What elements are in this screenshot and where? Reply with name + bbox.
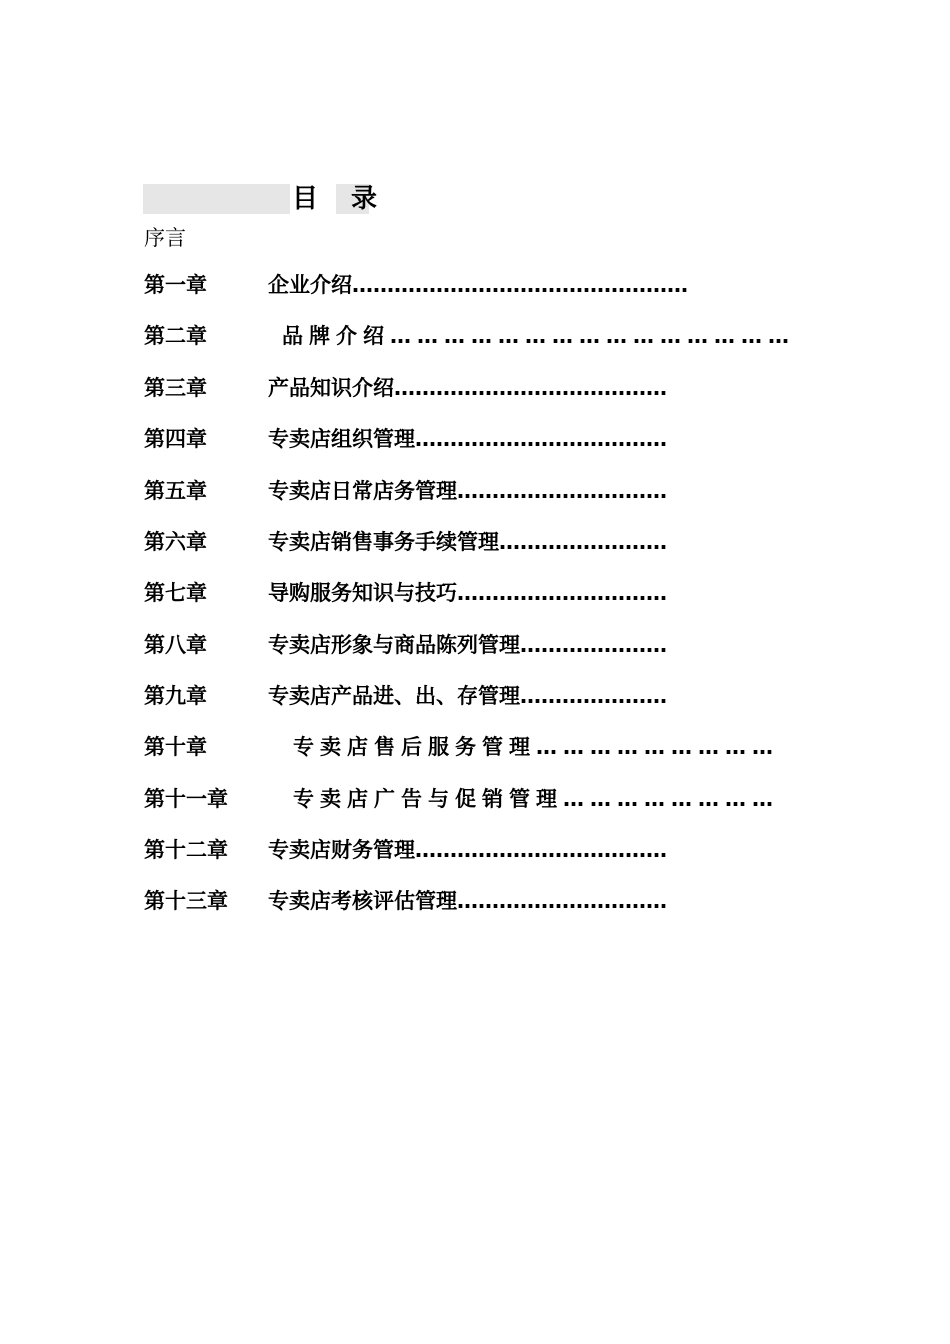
toc-chapter-entry: 专卖店组织管理……………………………… [268,427,667,451]
toc-chapter-number: 第四章 [144,427,207,451]
toc-row [144,784,824,814]
toc-chapter-entry: 专卖店售后服务管理……………………… [293,735,779,759]
toc-chapter-number: 第三章 [144,376,207,400]
toc-chapter-entry: 专卖店形象与商品陈列管理………………… [268,633,667,657]
toc-chapter-number: 第二章 [144,324,207,348]
toc-row [144,681,824,711]
toc-chapter-number: 第九章 [144,684,207,708]
toc-chapter-entry: 企业介绍………………………………………… [268,273,688,297]
toc-chapter-number: 第五章 [144,479,207,503]
toc-row [144,578,824,608]
toc-chapter-number: 第十二章 [144,838,228,862]
toc-chapter-number: 第十一章 [144,787,228,811]
toc-row [144,321,824,351]
toc-row [144,835,824,865]
toc-preface: 序言 [144,226,186,250]
toc-chapter-number: 第十章 [144,735,207,759]
toc-chapter-entry: 品牌介绍……………………………………… [282,324,795,348]
toc-chapter-number: 第七章 [144,581,207,605]
toc-chapter-entry: 导购服务知识与技巧………………………… [268,581,667,605]
toc-chapter-entry: 产品知识介绍………………………………… [268,376,667,400]
toc-chapter-number: 第八章 [144,633,207,657]
toc-row [144,424,824,454]
toc-chapter-entry: 专卖店考核评估管理………………………… [268,889,667,913]
toc-row [144,476,824,506]
toc-row [144,886,824,916]
toc-row [144,270,824,300]
toc-row [144,373,824,403]
toc-chapter-number: 第一章 [144,273,207,297]
toc-row [144,732,824,762]
toc-row [144,630,824,660]
toc-row [144,527,824,557]
toc-chapter-entry: 专卖店财务管理……………………………… [268,838,667,862]
toc-chapter-entry: 专卖店广告与促销管理…………………… [293,787,779,811]
toc-title: 目 录 [292,184,390,214]
toc-chapter-number: 第十三章 [144,889,228,913]
toc-chapter-entry: 专卖店产品进、出、存管理………………… [268,684,667,708]
toc-chapter-number: 第六章 [144,530,207,554]
toc-chapter-entry: 专卖店销售事务手续管理…………………… [268,530,667,554]
toc-chapter-entry: 专卖店日常店务管理………………………… [268,479,667,503]
